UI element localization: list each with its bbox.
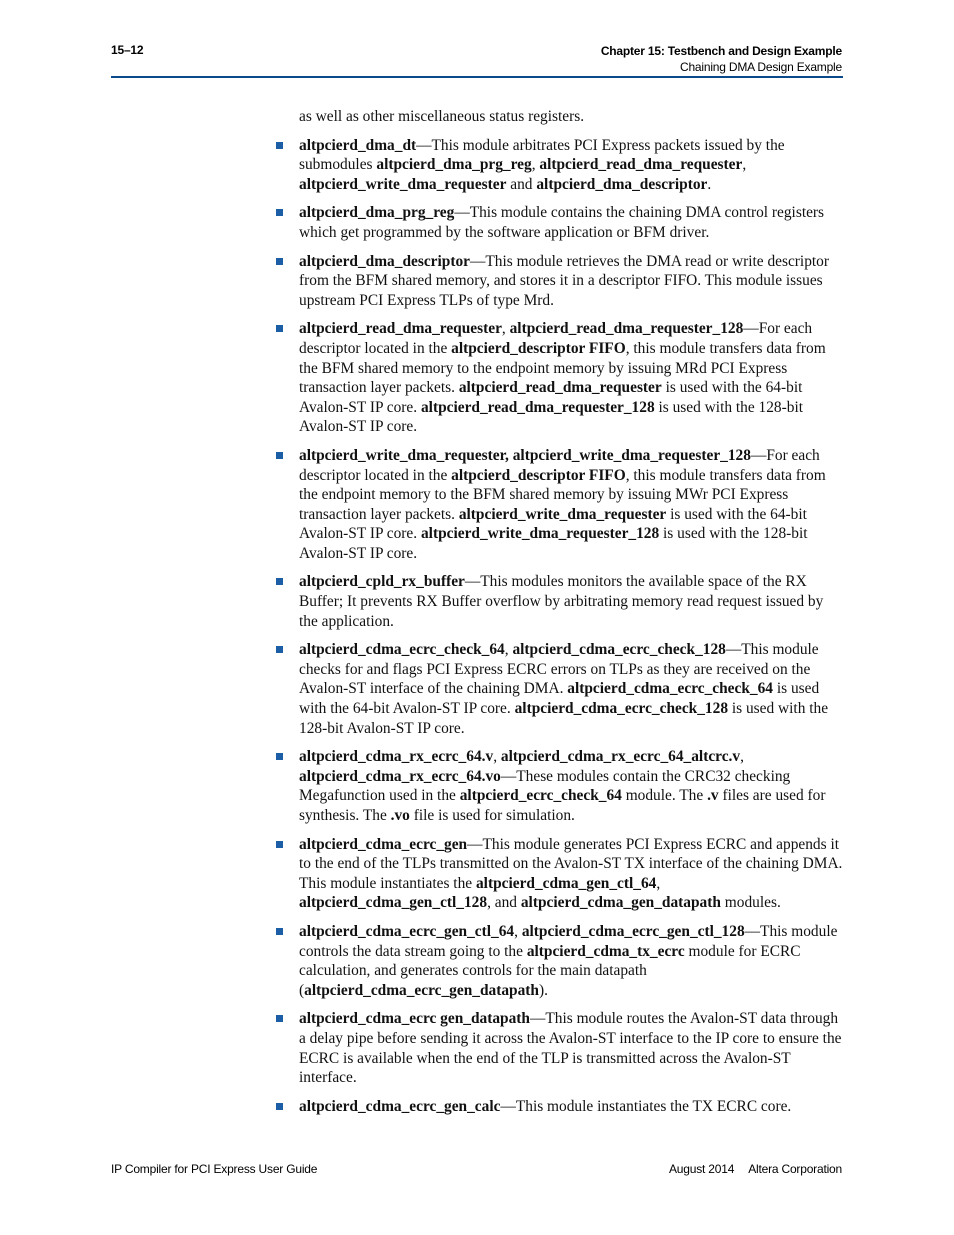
list-item-text: , [656, 874, 661, 892]
module-name: altpcierd_cdma_ecrc_check_128 [514, 700, 729, 718]
list-item [299, 747, 844, 825]
list-item-text: —For each descriptor located in the [299, 320, 813, 357]
list-item-text: modules. [720, 894, 781, 912]
list-item-text: —This module retrieves the DMA read or write descriptor from the BFM shared memory, and stores it in a descriptor FIFO. This module issues upstream PCI Express TLPs of type Mrd. [299, 252, 829, 309]
bullet-square-icon [276, 646, 283, 653]
list-item [299, 136, 844, 195]
list-item-text: —These modules contain the CRC32 checking Megafunction used in the [299, 767, 791, 805]
bullet-square-icon [276, 209, 283, 216]
list-item [299, 203, 844, 242]
module-name: altpcierd_read_dma_requester_128 [420, 398, 655, 416]
bullet-square-icon [276, 325, 283, 332]
list-item [299, 446, 844, 564]
module-name: altpcierd_descriptor FIFO [451, 339, 626, 357]
list-item-text: is used with the 128-bit Avalon-ST IP core. [299, 700, 829, 737]
list-item [299, 1009, 844, 1087]
module-name: altpcierd_read_dma_requester_128 [509, 320, 744, 338]
list-item-text: —This module routes the Avalon-ST data through a delay pipe before sending it across the Avalon-ST interface to the IP core to ensure the ECRC is available when the end of the TLP is transmitted across the Avalon-ST interface. [299, 1010, 842, 1087]
list-item-text: —This module checks for and flags PCI Express ECRC errors on TLPs as they are received on the Avalon-ST interface of the chaining DMA. [299, 641, 819, 698]
bullet-square-icon [276, 841, 283, 848]
module-name: altpcierd_read_dma_requester [539, 156, 743, 174]
list-item-text: module. The [621, 787, 708, 805]
bullet-square-icon [276, 452, 283, 459]
module-name: altpcierd_dma_dt [299, 136, 417, 154]
module-name: altpcierd_cdma_gen_datapath [520, 894, 721, 912]
chapter-title: Chapter 15: Testbench and Design Example [600, 44, 842, 58]
list-item-text: . [707, 175, 712, 193]
list-item-text: is used with the 128-bit Avalon-ST IP core. [299, 398, 803, 436]
footer-meta [669, 1162, 842, 1176]
list-item [299, 922, 844, 1000]
module-name: altpcierd_read_dma_requester [458, 379, 662, 397]
list-item [299, 319, 844, 437]
page-number: 15–12 [111, 43, 144, 57]
module-name: altpcierd_read_dma_requester [299, 320, 502, 338]
list-item-text: ). [538, 981, 548, 999]
list-item-text: —This module contains the chaining DMA control registers which get programmed by the software application or BFM driver. [299, 204, 825, 241]
bullet-square-icon [276, 258, 283, 265]
bullet-square-icon [276, 928, 283, 935]
list-item-text: module for ECRC calculation, and generates controls for the main datapath ( [299, 942, 801, 999]
bullet-square-icon [276, 1015, 283, 1022]
list-item-text: , [501, 320, 510, 338]
list-item-text: —This module generates PCI Express ECRC and appends it to the end of the TLPs transmitted on the Avalon-ST TX interface of the chaining DMA. This module instantiates the [299, 835, 843, 892]
list-item [299, 835, 844, 913]
module-name: altpcierd_cdma_rx_ecrc_64_altcrc.v [500, 748, 741, 766]
module-name: altpcierd_cdma_rx_ecrc_64.v [299, 748, 494, 766]
module-name: altpcierd_cdma_rx_ecrc_64.vo [299, 767, 501, 785]
section-title: Chaining DMA Design Example [679, 60, 842, 74]
running-header [601, 43, 842, 75]
module-name: altpcierd_cdma_ecrc_check_128 [512, 641, 726, 659]
list-item-text: is used with the 128-bit Avalon-ST IP core. [299, 525, 808, 562]
module-name: altpcierd_cdma_gen_ctl_64 [475, 874, 657, 892]
list-item-text: files are used for synthesis. The [299, 787, 826, 824]
bullet-square-icon [276, 142, 283, 149]
list-item-text: file is used for simulation. [409, 807, 575, 824]
list-item-text: , [493, 748, 501, 766]
list-item-text: is used with the 64-bit Avalon-ST IP core. [299, 379, 803, 416]
module-name: .v [707, 787, 719, 805]
module-name: altpcierd_cdma_ecrc_gen [299, 835, 468, 853]
list-item-text: —For each descriptor located in the [299, 446, 820, 484]
module-name: altpcierd_write_dma_requester [458, 505, 667, 523]
intro-paragraph: as well as other miscellaneous status registers. [299, 108, 585, 125]
list-item-text: , [740, 748, 744, 766]
module-name: altpcierd_write_dma_requester_128 [420, 525, 660, 543]
module-list [299, 136, 844, 1117]
module-name: altpcierd_cdma_ecrc_check_64 [299, 641, 505, 659]
list-item-text: —This modules monitors the available space of the RX Buffer; It prevents RX Buffer overflow by arbitrating memory read request issued by the application. [299, 573, 824, 630]
module-name: altpcierd_cdma_ecrc_gen_calc [299, 1097, 501, 1115]
list-item-text: , and [487, 894, 521, 912]
list-item-text: , [514, 922, 522, 940]
list-item [299, 1097, 844, 1117]
module-name: altpcierd_cdma_ecrc_check_64 [567, 680, 773, 698]
footer-date: August 2014 [669, 1162, 735, 1176]
bullet-square-icon [276, 578, 283, 585]
module-name: altpcierd_cdma_ecrc_gen_ctl_64 [299, 922, 515, 940]
module-name: altpcierd_cdma_gen_ctl_128 [299, 894, 488, 912]
list-item-text: —This module controls the data stream going to the [299, 922, 838, 960]
list-item-text: —This module arbitrates PCI Express packets issued by the submodules [299, 136, 785, 174]
module-name: altpcierd_dma_prg_reg [299, 204, 455, 222]
module-name: altpcierd_write_dma_requester [299, 175, 507, 193]
module-name: altpcierd_dma_prg_reg [376, 156, 532, 174]
module-name: altpcierd_ecrc_check_64 [459, 787, 622, 805]
list-item-text: , this module transfers data from the BFM shared memory to the endpoint memory by issuing MRd PCI Express transaction layer packets. [299, 339, 826, 397]
list-item-text: is used with the 64-bit Avalon-ST IP core. [299, 505, 807, 543]
module-name: altpcierd_cdma_ecrc gen_datapath [299, 1010, 530, 1028]
body-content [299, 107, 844, 1125]
footer-company: Altera Corporation [748, 1162, 842, 1176]
module-name: altpcierd_descriptor FIFO [451, 466, 626, 484]
module-name: altpcierd_dma_descriptor [536, 175, 708, 193]
bullet-square-icon [276, 1103, 283, 1110]
module-name: altpcierd_cdma_ecrc_gen_ctl_128 [521, 922, 745, 940]
list-item [299, 640, 844, 738]
module-name: altpcierd_cdma_tx_ecrc [526, 942, 685, 960]
module-name: .vo [390, 807, 410, 824]
list-item-text: —This module instantiates the TX ECRC core. [500, 1097, 792, 1115]
list-item-text: , this module transfers data from the endpoint memory to the BFM shared memory by issuing MWr PCI Express transaction layer packets. [299, 466, 826, 523]
list-item [299, 572, 844, 631]
footer-doc-title: IP Compiler for PCI Express User Guide [111, 1162, 318, 1176]
module-name: altpcierd_cdma_ecrc_gen_datapath [304, 981, 539, 999]
list-item-text: , [504, 641, 513, 659]
list-item-text: and [506, 175, 537, 193]
module-name: altpcierd_write_dma_requester, altpcierd_write_dma_requester_128 [299, 446, 751, 464]
list-item-text: , [531, 156, 540, 174]
module-name: altpcierd_dma_descriptor [299, 252, 470, 270]
bullet-square-icon [276, 753, 283, 760]
list-item [299, 252, 844, 311]
list-item-text: is used with the 64-bit Avalon-ST IP core. [299, 680, 820, 718]
header-rule [111, 76, 843, 78]
module-name: altpcierd_cpld_rx_buffer [299, 573, 465, 591]
list-item-text: , [742, 156, 747, 174]
